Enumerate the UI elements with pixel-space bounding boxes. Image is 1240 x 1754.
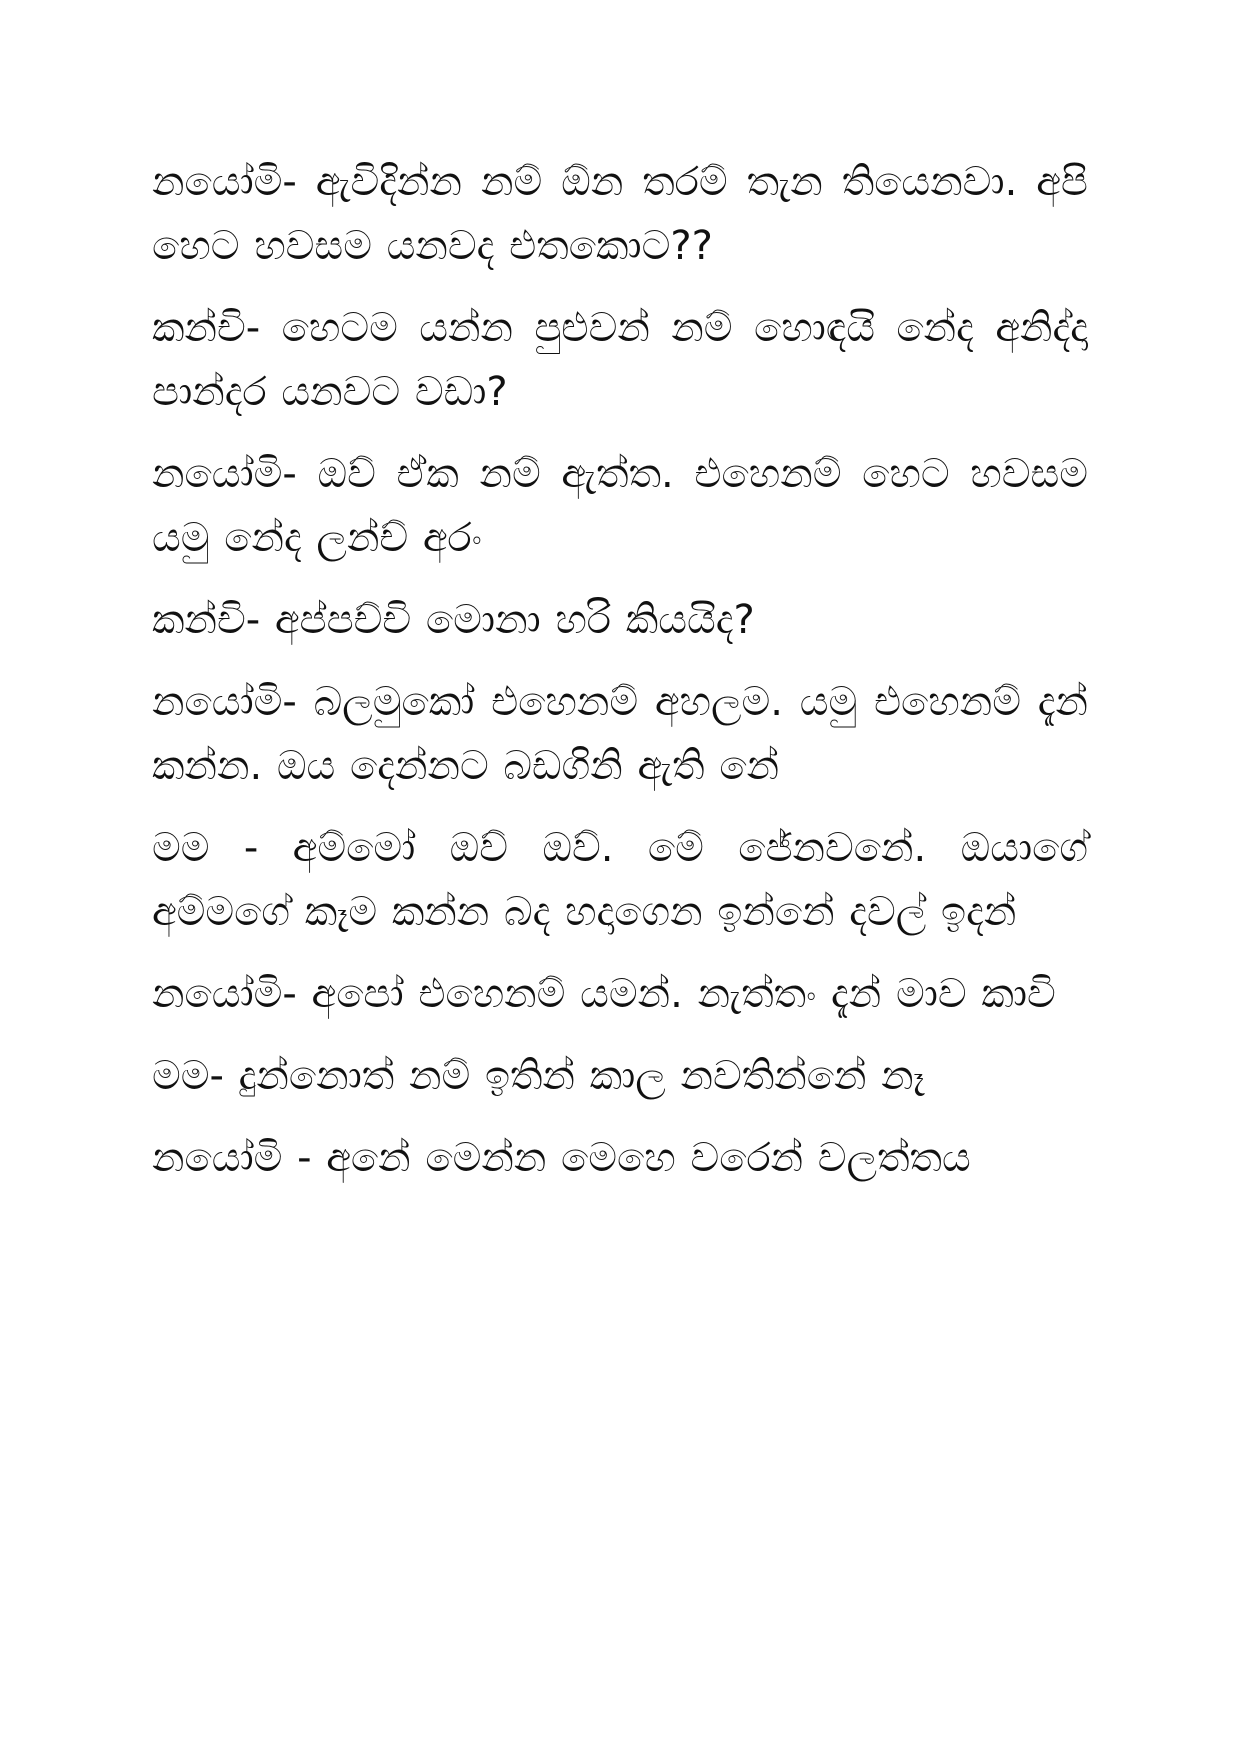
paragraph-2: කන්චි- හෙටම යන්න පුළුවන් නම් හොඳයි නේද අනිද්දා පාන්දර යනවට වඩා? (152, 305, 1088, 415)
paragraph-6: මම - අම්මෝ ඔව් ඔව්. මේ ජේනවනේ. ඔයාගේ අම්මගේ කෑම කන්න බද හදාගෙන ඉන්නේ දවල් ඉදන් (152, 825, 1088, 935)
paragraph-8: මම- දුන්නොත් නම් ඉතින් කාල නවතින්නේ නෑ (152, 1053, 925, 1099)
paragraph-4: කන්චි- අප්පච්චි මොනා හරි කියයිද? (152, 597, 755, 643)
paragraph-7: නයෝමි- අපෝ එහෙනම් යමන්. නැත්තං දැන් මාව කාවි (152, 971, 1056, 1017)
paragraph-3: නයෝමි- ඔව් ඒක නම් ඇත්ත. එහෙනම් හෙට හවසම යමු නේද ලන්ච් අරං (152, 451, 1088, 561)
dialogue-text (152, 150, 1088, 1208)
paragraph-5: නයෝමි- බලමුකෝ එහෙනම් අහලම. යමු එහෙනම් දැන් කන්න. ඔය දෙන්නට බඩගිනි ඇති නේ (152, 679, 1088, 789)
paragraph-9: නයෝමි - අනේ මෙන්න මෙහෙ වරෙන් වලත්තය (152, 1135, 971, 1181)
paragraph-1: නයෝමි- ඇවිදින්න නම් ඕන තරම් තැන තියෙනවා. අපි හෙට හවසම යනවද එතකොට?? (152, 159, 1088, 269)
